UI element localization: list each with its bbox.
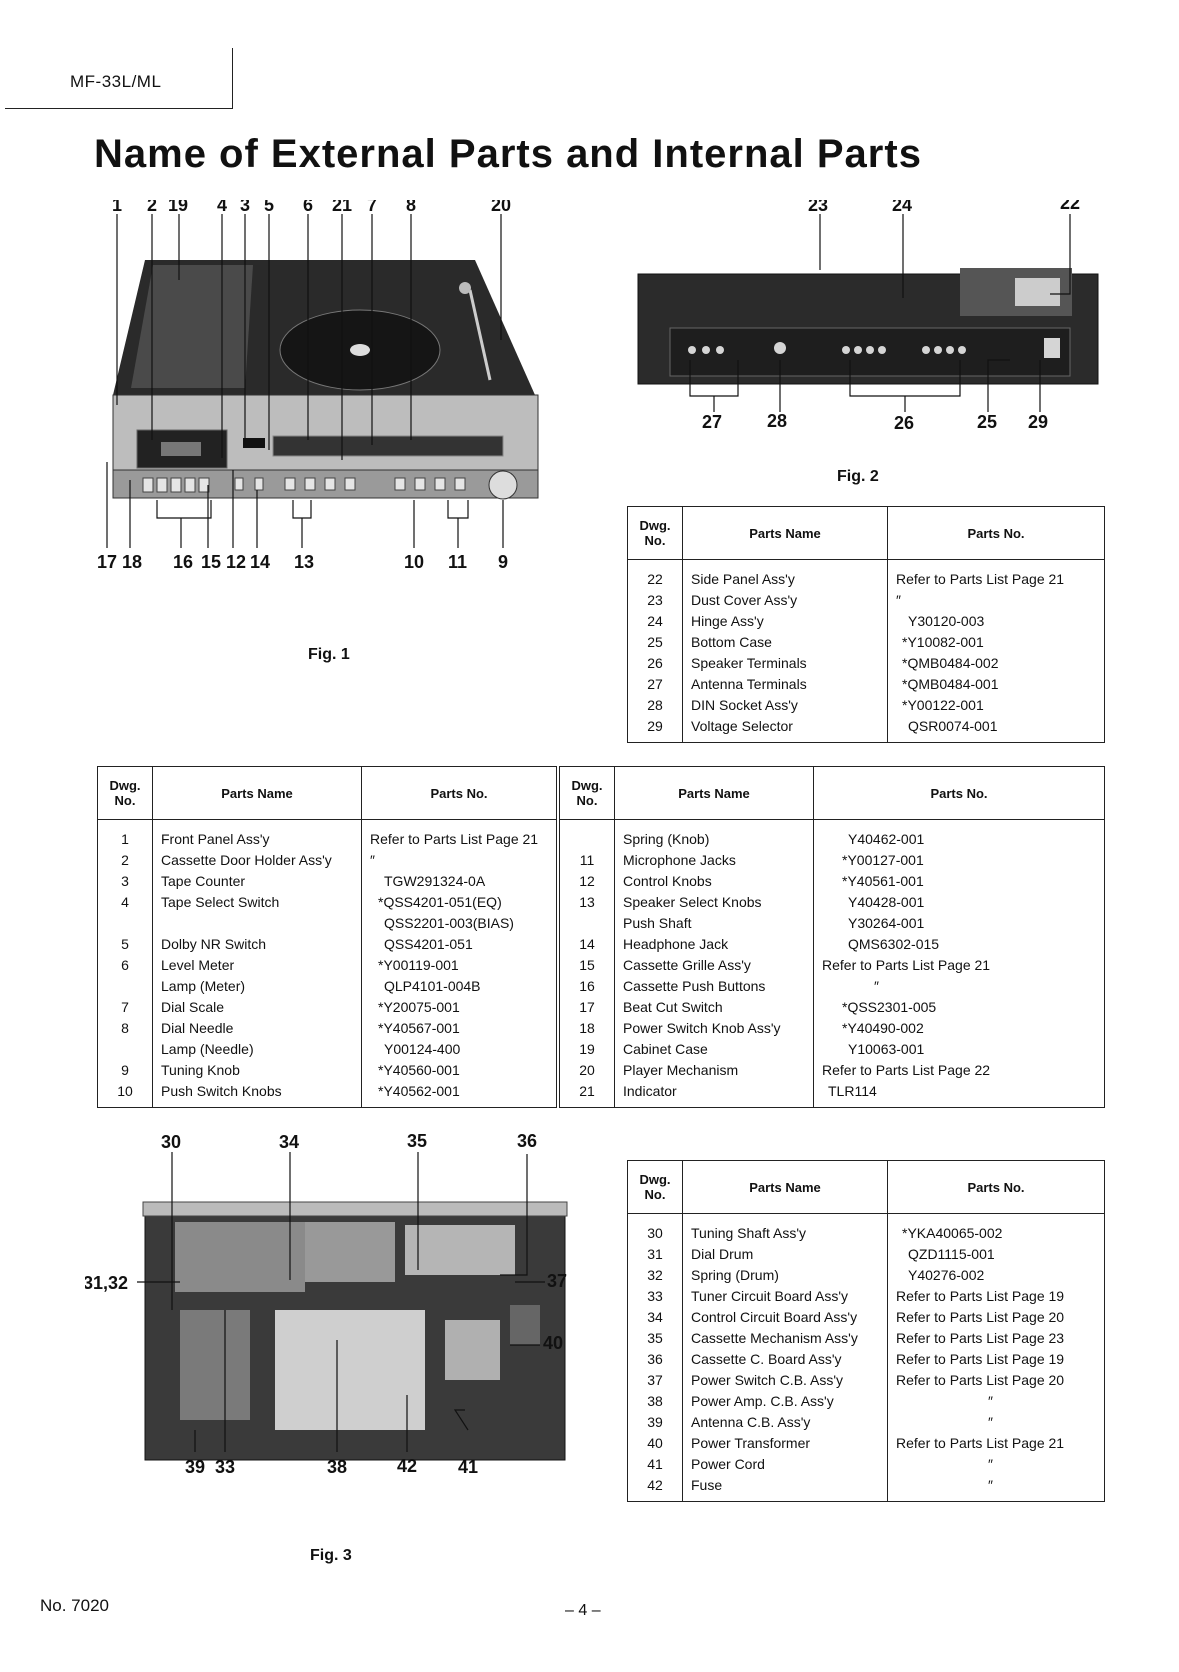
fig1-label-15: 15 — [201, 552, 222, 572]
page-number: – 4 – — [565, 1602, 601, 1619]
col-parts-name: Parts Name — [683, 507, 888, 560]
figure-2 — [630, 200, 1110, 460]
col-parts-name: Parts Name — [683, 1161, 888, 1214]
fig1-label-16: 16 — [173, 552, 194, 572]
table-row: 38 Power Amp. C.B. Ass'y ″ — [628, 1391, 1105, 1412]
cassette-mech-shape — [405, 1225, 515, 1275]
fig1-label-14: 14 — [250, 552, 271, 572]
table-row: 34 Control Circuit Board Ass'y Refer to Parts List Page 20 — [628, 1307, 1105, 1328]
fig3-label-40: 40 — [543, 1333, 564, 1353]
col-parts-no-right: Parts No. — [814, 767, 1105, 820]
fig3-label-39: 39 — [185, 1457, 206, 1477]
fig3-label-37: 37 — [547, 1271, 568, 1291]
fig3-label-41: 41 — [458, 1457, 479, 1477]
table-row: 24 Hinge Ass'y Y30120-003 — [628, 611, 1105, 632]
fig3-label-42: 42 — [397, 1456, 418, 1476]
col-dwg-no: Dwg. No. — [628, 507, 683, 560]
fig1-label-21: 21 — [332, 200, 353, 215]
fig1-label-11: 11 — [448, 552, 468, 572]
figure-1-caption: Fig. 1 — [308, 646, 350, 663]
level-meter — [243, 438, 265, 448]
table-row: 23 Dust Cover Ass'y ″ — [628, 590, 1105, 611]
fig3-label-33: 33 — [215, 1457, 236, 1477]
header-rule-vertical — [232, 48, 233, 109]
fig2-label-22: 22 — [1060, 200, 1081, 213]
fig2-label-29: 29 — [1028, 412, 1049, 432]
table-row: Lamp (Meter) QLP4101-004B 16 Cassette Push Buttons ″ — [98, 976, 1105, 997]
page-title: Name of External Parts and Internal Parts — [94, 132, 922, 176]
transformer-shape — [445, 1320, 500, 1380]
fig2-label-24: 24 — [892, 200, 913, 215]
col-dwg-no: Dwg. No. — [628, 1161, 683, 1214]
table-row: 8 Dial Needle *Y40567-001 18 Power Switch Knob Ass'y *Y40490-002 — [98, 1018, 1105, 1039]
fig3-label-35: 35 — [407, 1131, 428, 1151]
table-row: 27 Antenna Terminals *QMB0484-001 — [628, 674, 1105, 695]
table-row: 4 Tape Select Switch *QSS4201-051(EQ) 13 Speaker Select Knobs Y40428-001 — [98, 892, 1105, 913]
fig3-label-31-32: 31,32 — [85, 1273, 129, 1293]
fig1-label-18: 18 — [122, 552, 143, 572]
table-row: 37 Power Switch C.B. Ass'y Refer to Parts List Page 20 — [628, 1370, 1105, 1391]
figure-3 — [85, 1130, 585, 1550]
turntable-label — [350, 344, 370, 356]
fig2-label-25: 25 — [977, 412, 998, 432]
col-parts-no: Parts No. — [362, 767, 559, 820]
fig1-label-9: 9 — [498, 552, 509, 572]
fig1-label-17: 17 — [97, 552, 118, 572]
fig1-label-20: 20 — [491, 200, 512, 215]
table-row: 35 Cassette Mechanism Ass'y Refer to Parts List Page 23 — [628, 1328, 1105, 1349]
table-row: 29 Voltage Selector QSR0074-001 — [628, 716, 1105, 743]
fig2-label-23: 23 — [808, 200, 829, 215]
dial-drum-area — [180, 1310, 250, 1420]
table-row: 10 Push Switch Knobs *Y40562-001 21 Indicator TLR114 — [98, 1081, 1105, 1108]
figure-1-drawing — [95, 200, 555, 640]
power-amp-board-shape — [275, 1310, 425, 1430]
table-row: 39 Antenna C.B. Ass'y ″ — [628, 1412, 1105, 1433]
tuner-board-shape — [305, 1222, 395, 1282]
fig2-label-26: 26 — [894, 413, 915, 433]
table-row: 3 Tape Counter TGW291324-0A 12 Control Knobs *Y40561-001 — [98, 871, 1105, 892]
front-parts-table — [97, 766, 1105, 1108]
document-number: No. 7020 — [40, 1596, 109, 1615]
table-row: 7 Dial Scale *Y20075-001 17 Beat Cut Switch *QSS2301-005 — [98, 997, 1105, 1018]
front-panel-edge — [143, 1202, 567, 1216]
fig3-label-36: 36 — [517, 1131, 538, 1151]
table-row: 9 Tuning Knob *Y40560-001 20 Player Mechanism Refer to Parts List Page 22 — [98, 1060, 1105, 1081]
table-row: 41 Power Cord ″ — [628, 1454, 1105, 1475]
table-row: 28 DIN Socket Ass'y *Y00122-001 — [628, 695, 1105, 716]
control-board-shape — [175, 1222, 305, 1292]
table-row: 1 Front Panel Ass'y Refer to Parts List Page 21 Spring (Knob) Y40462-001 — [98, 820, 1105, 851]
fig1-label-2: 2 — [147, 200, 158, 215]
fig1-label-8: 8 — [406, 200, 417, 215]
table-row: 31 Dial Drum QZD1115-001 — [628, 1244, 1105, 1265]
figure-1 — [95, 200, 555, 640]
table-row: 36 Cassette C. Board Ass'y Refer to Parts List Page 19 — [628, 1349, 1105, 1370]
table-row: Lamp (Needle) Y00124-400 19 Cabinet Case Y10063-001 — [98, 1039, 1105, 1060]
fig3-label-34: 34 — [279, 1132, 300, 1152]
table-row: 32 Spring (Drum) Y40276-002 — [628, 1265, 1105, 1286]
rear-label-plate — [1015, 278, 1060, 306]
col-dwg-no-right: Dwg. No. — [558, 767, 615, 820]
fig1-label-1: 1 — [112, 200, 123, 215]
table-row: 6 Level Meter *Y00119-001 15 Cassette Grille Ass'y Refer to Parts List Page 21 — [98, 955, 1105, 976]
internal-parts-table — [627, 1160, 1105, 1502]
fig1-label-12: 12 — [226, 552, 247, 572]
col-parts-no: Parts No. — [888, 1161, 1105, 1214]
table-row: 2 Cassette Door Holder Ass'y ″ 11 Microphone Jacks *Y00127-001 — [98, 850, 1105, 871]
col-dwg-no: Dwg. No. — [98, 767, 153, 820]
cassette-window — [161, 442, 201, 456]
col-parts-name: Parts Name — [153, 767, 362, 820]
fig1-label-5: 5 — [264, 200, 275, 215]
fig3-label-38: 38 — [327, 1457, 348, 1477]
col-parts-name-right: Parts Name — [615, 767, 814, 820]
fig2-label-27: 27 — [702, 412, 723, 432]
figure-3-caption: Fig. 3 — [310, 1547, 352, 1564]
figure-2-drawing — [630, 200, 1110, 460]
figure-2-caption: Fig. 2 — [837, 468, 879, 485]
fig1-label-13: 13 — [294, 552, 315, 572]
table-row: 5 Dolby NR Switch QSS4201-051 14 Headphone Jack QMS6302-015 — [98, 934, 1105, 955]
table-row: 22 Side Panel Ass'y Refer to Parts List Page 21 — [628, 560, 1105, 591]
header-rule — [5, 108, 233, 109]
rear-parts-table — [627, 506, 1105, 743]
fig2-label-28: 28 — [767, 411, 788, 431]
fig1-label-4: 4 — [217, 200, 228, 215]
fig1-label-10: 10 — [404, 552, 425, 572]
model-number: MF-33L/ML — [70, 72, 162, 91]
table-row: 42 Fuse ″ — [628, 1475, 1105, 1502]
table-row: 26 Speaker Terminals *QMB0484-002 — [628, 653, 1105, 674]
fig1-label-7: 7 — [367, 200, 378, 215]
table-row: QSS2201-003(BIAS) Push Shaft Y30264-001 — [98, 913, 1105, 934]
fig3-label-30: 30 — [161, 1132, 182, 1152]
table-row: 40 Power Transformer Refer to Parts List Page 21 — [628, 1433, 1105, 1454]
fig1-label-3: 3 — [240, 200, 251, 215]
tuning-knob-shape — [489, 471, 517, 499]
table-row: 30 Tuning Shaft Ass'y *YKA40065-002 — [628, 1214, 1105, 1245]
power-switch-shape — [510, 1305, 540, 1345]
fig1-label-19: 19 — [168, 200, 189, 215]
table-row: 33 Tuner Circuit Board Ass'y Refer to Parts List Page 19 — [628, 1286, 1105, 1307]
table-row: 25 Bottom Case *Y10082-001 — [628, 632, 1105, 653]
figure-3-drawing — [85, 1130, 585, 1550]
fig1-label-6: 6 — [303, 200, 314, 215]
tonearm-pivot — [459, 282, 471, 294]
col-parts-no: Parts No. — [888, 507, 1105, 560]
